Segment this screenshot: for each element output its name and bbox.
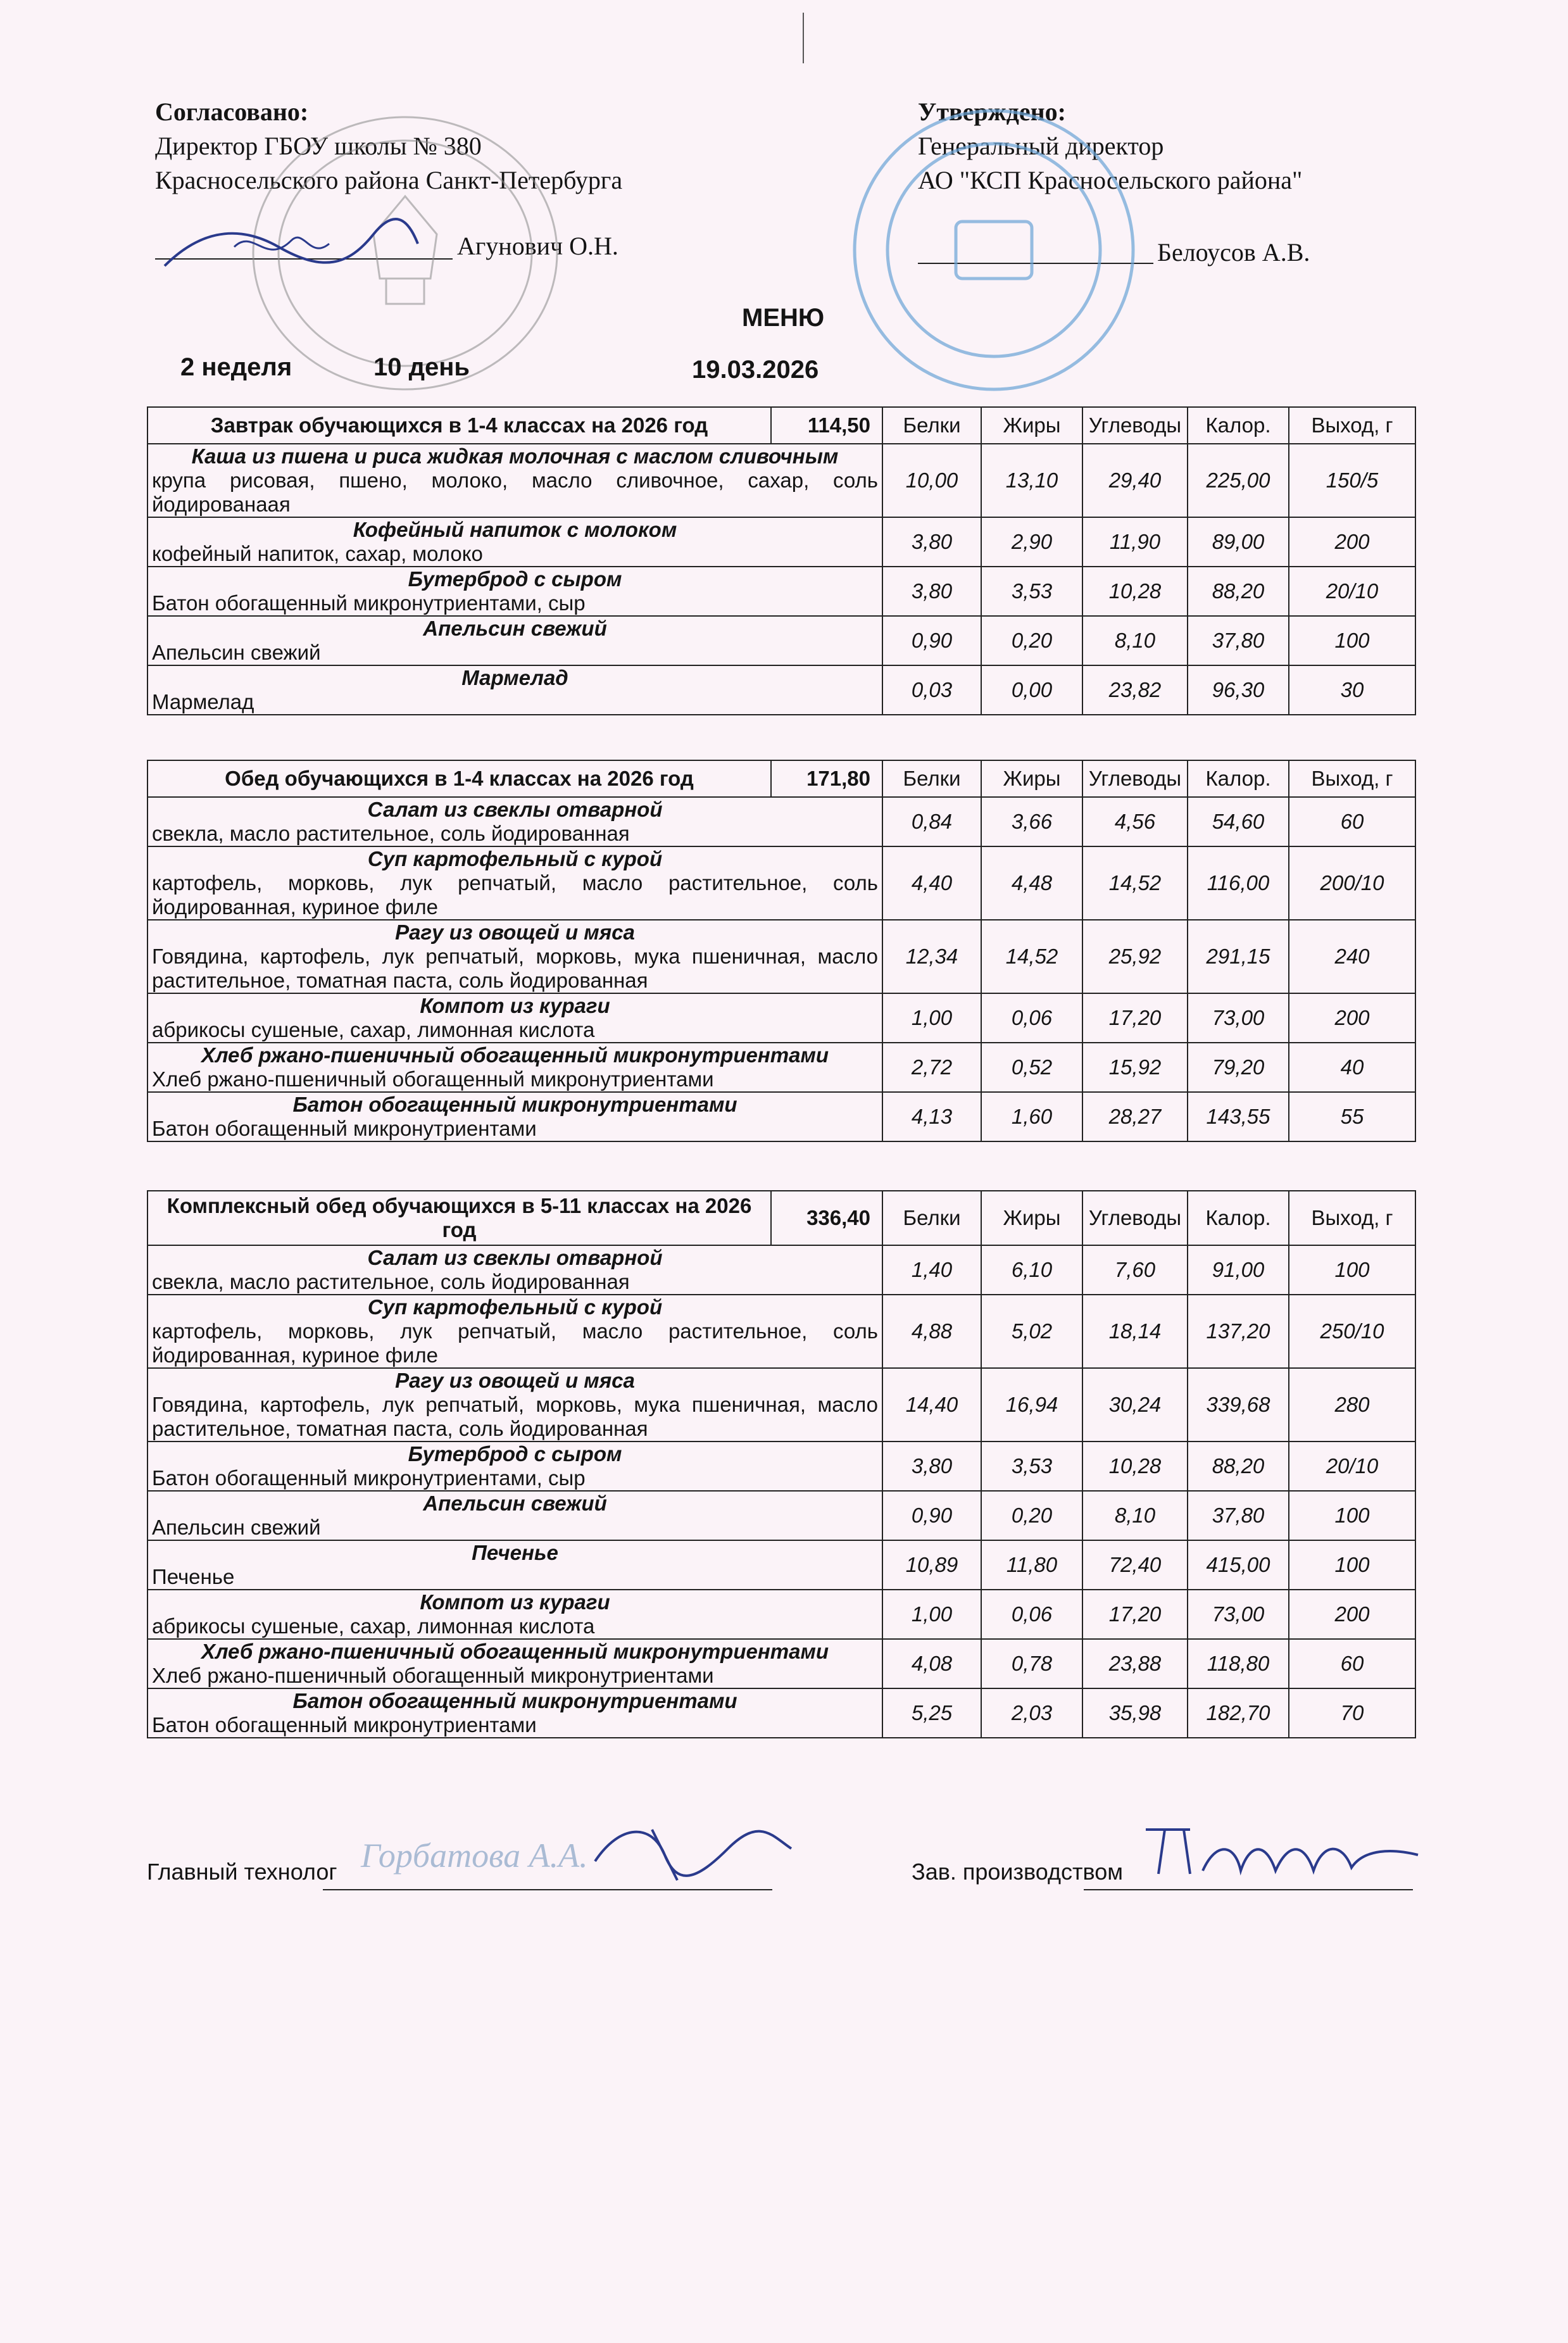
dish-name: Батон обогащенный микронутриентами	[292, 1093, 737, 1116]
nutrient-value: 3,80	[882, 567, 981, 616]
dish-cell	[147, 1043, 882, 1092]
nutrient-value: 30	[1289, 665, 1415, 715]
table-row	[147, 1092, 1415, 1141]
nutrient-value: 14,52	[981, 920, 1082, 993]
column-header: Жиры	[981, 407, 1082, 444]
dish-name: Кофейный напиток с молоком	[353, 518, 677, 541]
table-row	[147, 1043, 1415, 1092]
dish-name: Салат из свеклы отварной	[367, 798, 663, 821]
column-header: Углеводы	[1082, 760, 1188, 797]
dish-ingredients: Апельсин свежий	[152, 1516, 321, 1539]
column-header: Белки	[882, 1191, 981, 1245]
column-header: Калор.	[1188, 760, 1289, 797]
nutrient-value: 1,00	[882, 1590, 981, 1639]
nutrient-value: 60	[1289, 1639, 1415, 1688]
nutrient-value: 60	[1289, 797, 1415, 846]
nutrient-value: 3,80	[882, 517, 981, 567]
nutrient-value: 100	[1289, 1491, 1415, 1540]
dish-cell	[147, 1491, 882, 1540]
dish-ingredients: свекла, масло растительное, соль йодированная	[152, 822, 630, 845]
nutrient-value: 3,53	[981, 1442, 1082, 1491]
nutrient-value: 200	[1289, 517, 1415, 567]
nutrient-value: 88,20	[1188, 1442, 1289, 1491]
table-row	[147, 1540, 1415, 1590]
column-header: Выход, г	[1289, 760, 1415, 797]
nutrient-value: 15,92	[1082, 1043, 1188, 1092]
nutrient-value: 0,20	[981, 1491, 1082, 1540]
dish-name: Батон обогащенный микронутриентами	[292, 1689, 737, 1712]
dish-name: Апельсин свежий	[423, 1492, 607, 1515]
nutrient-value: 0,78	[981, 1639, 1082, 1688]
nutrient-value: 4,13	[882, 1092, 981, 1141]
column-header: Белки	[882, 407, 981, 444]
dish-ingredients: Батон обогащенный микронутриентами, сыр	[152, 591, 586, 615]
table-row	[147, 1295, 1415, 1368]
table-row	[147, 1590, 1415, 1639]
nutrient-value: 91,00	[1188, 1245, 1289, 1295]
nutrient-value: 280	[1289, 1368, 1415, 1442]
nutrient-value: 4,56	[1082, 797, 1188, 846]
nutrient-value: 0,20	[981, 616, 1082, 665]
table-row	[147, 567, 1415, 616]
nutrient-value: 3,53	[981, 567, 1082, 616]
nutrient-value: 291,15	[1188, 920, 1289, 993]
table-row	[147, 616, 1415, 665]
nutrient-value: 150/5	[1289, 444, 1415, 517]
nutrient-value: 4,40	[882, 846, 981, 920]
dish-cell	[147, 993, 882, 1043]
nutrient-value: 0,90	[882, 616, 981, 665]
nutrient-value: 415,00	[1188, 1540, 1289, 1590]
dish-name: Бутерброд с сыром	[408, 567, 622, 591]
dish-cell	[147, 1540, 882, 1590]
nutrient-value: 16,94	[981, 1368, 1082, 1442]
nutrient-value: 17,20	[1082, 993, 1188, 1043]
section-title: Обед обучающихся в 1-4 классах на 2026 год	[147, 760, 771, 797]
nutrient-value: 13,10	[981, 444, 1082, 517]
dish-ingredients: Хлеб ржано-пшеничный обогащенный микронутриентами	[152, 1664, 714, 1687]
nutrient-value: 100	[1289, 1245, 1415, 1295]
table-row	[147, 1368, 1415, 1442]
table-header-row	[147, 760, 1415, 797]
column-header: Выход, г	[1289, 1191, 1415, 1245]
dish-name: Мармелад	[461, 666, 568, 689]
column-header: Выход, г	[1289, 407, 1415, 444]
dish-name: Хлеб ржано-пшеничный обогащенный микронутриентами	[201, 1640, 829, 1663]
nutrient-value: 1,60	[981, 1092, 1082, 1141]
approval-right-line2: АО "КСП Красносельского района"	[918, 166, 1303, 194]
dish-cell	[147, 567, 882, 616]
dish-ingredients: картофель, морковь, лук репчатый, масло растительное, соль йодированная, куриное филе	[152, 871, 878, 919]
nutrient-value: 14,40	[882, 1368, 981, 1442]
director-signature	[158, 209, 424, 285]
dish-name: Салат из свеклы отварной	[367, 1246, 663, 1269]
dish-ingredients: Говядина, картофель, лук репчатый, морковь, мука пшеничная, масло растительное, томатная паста, соль йодированная	[152, 945, 878, 992]
nutrient-value: 20/10	[1289, 567, 1415, 616]
nutrient-value: 79,20	[1188, 1043, 1289, 1092]
approval-left-line2: Красносельского района Санкт-Петербурга	[155, 166, 623, 194]
table-row	[147, 1442, 1415, 1491]
dish-cell	[147, 797, 882, 846]
nutrient-value: 1,40	[882, 1245, 981, 1295]
column-header: Жиры	[981, 1191, 1082, 1245]
nutrient-value: 30,24	[1082, 1368, 1188, 1442]
dish-cell	[147, 1245, 882, 1295]
table-row	[147, 993, 1415, 1043]
table-row	[147, 1491, 1415, 1540]
dish-ingredients: Батон обогащенный микронутриентами	[152, 1713, 537, 1737]
menu-table	[147, 406, 1416, 715]
dish-ingredients: Хлеб ржано-пшеничный обогащенный микронутриентами	[152, 1067, 714, 1091]
nutrient-value: 89,00	[1188, 517, 1289, 567]
dish-cell	[147, 1688, 882, 1738]
dish-ingredients: абрикосы сушеные, сахар, лимонная кислота	[152, 1614, 595, 1638]
dish-name: Бутерброд с сыром	[408, 1442, 622, 1466]
dish-cell	[147, 846, 882, 920]
nutrient-value: 12,34	[882, 920, 981, 993]
dish-cell	[147, 1295, 882, 1368]
menu-table	[147, 760, 1416, 1142]
dish-cell	[147, 1092, 882, 1141]
dish-ingredients: абрикосы сушеные, сахар, лимонная кислота	[152, 1018, 595, 1041]
nutrient-value: 10,28	[1082, 567, 1188, 616]
dish-ingredients: Говядина, картофель, лук репчатый, морковь, мука пшеничная, масло растительное, томатная паста, соль йодированная	[152, 1393, 878, 1440]
nutrient-value: 116,00	[1188, 846, 1289, 920]
nutrient-value: 96,30	[1188, 665, 1289, 715]
nutrient-value: 4,48	[981, 846, 1082, 920]
nutrient-value: 100	[1289, 616, 1415, 665]
nutrient-value: 20/10	[1289, 1442, 1415, 1491]
nutrient-value: 4,08	[882, 1639, 981, 1688]
nutrient-value: 2,72	[882, 1043, 981, 1092]
nutrient-value: 0,00	[981, 665, 1082, 715]
dish-ingredients: свекла, масло растительное, соль йодированная	[152, 1270, 630, 1293]
nutrient-value: 28,27	[1082, 1092, 1188, 1141]
dish-cell	[147, 1368, 882, 1442]
nutrient-value: 250/10	[1289, 1295, 1415, 1368]
dish-cell	[147, 1442, 882, 1491]
nutrient-value: 118,80	[1188, 1639, 1289, 1688]
footer-right-signature-line	[1084, 1889, 1413, 1890]
dish-cell	[147, 665, 882, 715]
nutrient-value: 200/10	[1289, 846, 1415, 920]
nutrient-value: 240	[1289, 920, 1415, 993]
nutrient-value: 23,82	[1082, 665, 1188, 715]
nutrient-value: 339,68	[1188, 1368, 1289, 1442]
nutrient-value: 0,52	[981, 1043, 1082, 1092]
nutrient-value: 73,00	[1188, 1590, 1289, 1639]
table-row	[147, 797, 1415, 846]
nutrient-value: 29,40	[1082, 444, 1188, 517]
footer-left-label: Главный технолог	[147, 1859, 337, 1885]
dish-ingredients: Батон обогащенный микронутриентами, сыр	[152, 1466, 586, 1490]
dish-name: Апельсин свежий	[423, 617, 607, 640]
table-header-row	[147, 1191, 1415, 1245]
nutrient-value: 25,92	[1082, 920, 1188, 993]
dish-name: Рагу из овощей и мяса	[395, 920, 635, 944]
nutrient-value: 7,60	[1082, 1245, 1188, 1295]
dish-name: Суп картофельный с курой	[367, 847, 663, 870]
table-row	[147, 1245, 1415, 1295]
dish-name: Компот из кураги	[420, 994, 610, 1017]
nutrient-value: 0,06	[981, 1590, 1082, 1639]
nutrient-value: 6,10	[981, 1245, 1082, 1295]
approval-left-line1: Директор ГБОУ школы № 380	[155, 132, 482, 160]
nutrient-value: 10,89	[882, 1540, 981, 1590]
nutrient-value: 10,28	[1082, 1442, 1188, 1491]
section-total: 114,50	[771, 407, 882, 444]
menu-date: 19.03.2026	[692, 356, 819, 384]
column-header: Калор.	[1188, 407, 1289, 444]
nutrient-value: 3,66	[981, 797, 1082, 846]
dish-name: Хлеб ржано-пшеничный обогащенный микронутриентами	[201, 1043, 829, 1067]
dish-name: Печенье	[472, 1541, 558, 1564]
dish-ingredients: Апельсин свежий	[152, 641, 321, 664]
section-total: 336,40	[771, 1191, 882, 1245]
nutrient-value: 225,00	[1188, 444, 1289, 517]
table-row	[147, 920, 1415, 993]
dish-ingredients: картофель, морковь, лук репчатый, масло растительное, соль йодированная, куриное филе	[152, 1319, 878, 1367]
nutrient-value: 10,00	[882, 444, 981, 517]
column-header: Жиры	[981, 760, 1082, 797]
nutrient-value: 0,06	[981, 993, 1082, 1043]
approval-right-heading: Утверждено:	[918, 97, 1066, 126]
dish-ingredients: крупа рисовая, пшено, молоко, масло сливочное, сахар, соль йодированаая	[152, 468, 878, 516]
nutrient-value: 137,20	[1188, 1295, 1289, 1368]
nutrient-value: 2,03	[981, 1688, 1082, 1738]
dish-ingredients: Батон обогащенный микронутриентами	[152, 1117, 537, 1140]
dish-cell	[147, 517, 882, 567]
nutrient-value: 72,40	[1082, 1540, 1188, 1590]
section-title: Комплексный обед обучающихся в 5-11 классах на 2026 год	[147, 1191, 771, 1245]
nutrient-value: 88,20	[1188, 567, 1289, 616]
dish-cell	[147, 444, 882, 517]
nutrient-value: 17,20	[1082, 1590, 1188, 1639]
table-row	[147, 846, 1415, 920]
dish-name: Компот из кураги	[420, 1590, 610, 1614]
nutrient-value: 70	[1289, 1688, 1415, 1738]
nutrient-value: 73,00	[1188, 993, 1289, 1043]
section-total: 171,80	[771, 760, 882, 797]
approval-right-signer: Белоусов А.В.	[1157, 238, 1310, 267]
column-header: Белки	[882, 760, 981, 797]
day-label: 10 день	[373, 353, 470, 381]
dish-cell	[147, 920, 882, 993]
table-row	[147, 1639, 1415, 1688]
nutrient-value: 5,25	[882, 1688, 981, 1738]
footer-left-stamp-name: Горбатова А.А.	[361, 1837, 588, 1875]
dish-ingredients: Мармелад	[152, 690, 254, 713]
nutrient-value: 5,02	[981, 1295, 1082, 1368]
nutrient-value: 23,88	[1082, 1639, 1188, 1688]
nutrient-value: 200	[1289, 1590, 1415, 1639]
dish-name: Рагу из овощей и мяса	[395, 1369, 635, 1392]
week-label: 2 неделя	[180, 353, 292, 381]
footer-right-label: Зав. производством	[912, 1859, 1123, 1885]
column-header: Углеводы	[1082, 407, 1188, 444]
menu-title: МЕНЮ	[742, 304, 825, 332]
nutrient-value: 100	[1289, 1540, 1415, 1590]
approval-left-signer: Агунович О.Н.	[457, 232, 618, 260]
technologist-signature	[582, 1811, 798, 1893]
nutrient-value: 37,80	[1188, 616, 1289, 665]
nutrient-value: 200	[1289, 993, 1415, 1043]
nutrient-value: 0,84	[882, 797, 981, 846]
dish-cell	[147, 1590, 882, 1639]
nutrient-value: 2,90	[981, 517, 1082, 567]
dish-ingredients: кофейный напиток, сахар, молоко	[152, 542, 483, 565]
nutrient-value: 18,14	[1082, 1295, 1188, 1368]
nutrient-value: 8,10	[1082, 616, 1188, 665]
nutrient-value: 55	[1289, 1092, 1415, 1141]
dish-name: Каша из пшена и риса жидкая молочная с маслом сливочным	[191, 444, 839, 468]
nutrient-value: 1,00	[882, 993, 981, 1043]
company-seal	[842, 101, 1146, 399]
nutrient-value: 54,60	[1188, 797, 1289, 846]
section-title: Завтрак обучающихся в 1-4 классах на 2026 год	[147, 407, 771, 444]
nutrient-value: 11,80	[981, 1540, 1082, 1590]
table-header-row	[147, 407, 1415, 444]
nutrient-value: 40	[1289, 1043, 1415, 1092]
nutrient-value: 0,03	[882, 665, 981, 715]
nutrient-value: 14,52	[1082, 846, 1188, 920]
nutrient-value: 11,90	[1082, 517, 1188, 567]
table-row	[147, 1688, 1415, 1738]
dish-cell	[147, 616, 882, 665]
table-row	[147, 517, 1415, 567]
nutrient-value: 4,88	[882, 1295, 981, 1368]
nutrient-value: 0,90	[882, 1491, 981, 1540]
column-header: Калор.	[1188, 1191, 1289, 1245]
approval-left-heading: Согласовано:	[155, 97, 309, 126]
nutrient-value: 3,80	[882, 1442, 981, 1491]
fold-line	[803, 13, 804, 63]
dish-cell	[147, 1639, 882, 1688]
nutrient-value: 8,10	[1082, 1491, 1188, 1540]
nutrient-value: 143,55	[1188, 1092, 1289, 1141]
dish-name: Суп картофельный с курой	[367, 1295, 663, 1319]
table-row	[147, 665, 1415, 715]
production-head-signature	[1139, 1811, 1431, 1887]
nutrient-value: 37,80	[1188, 1491, 1289, 1540]
nutrient-value: 35,98	[1082, 1688, 1188, 1738]
nutrient-value: 182,70	[1188, 1688, 1289, 1738]
dish-ingredients: Печенье	[152, 1565, 235, 1588]
column-header: Углеводы	[1082, 1191, 1188, 1245]
approval-right-line1: Генеральный директор	[918, 132, 1164, 160]
menu-table	[147, 1190, 1416, 1738]
table-row	[147, 444, 1415, 517]
